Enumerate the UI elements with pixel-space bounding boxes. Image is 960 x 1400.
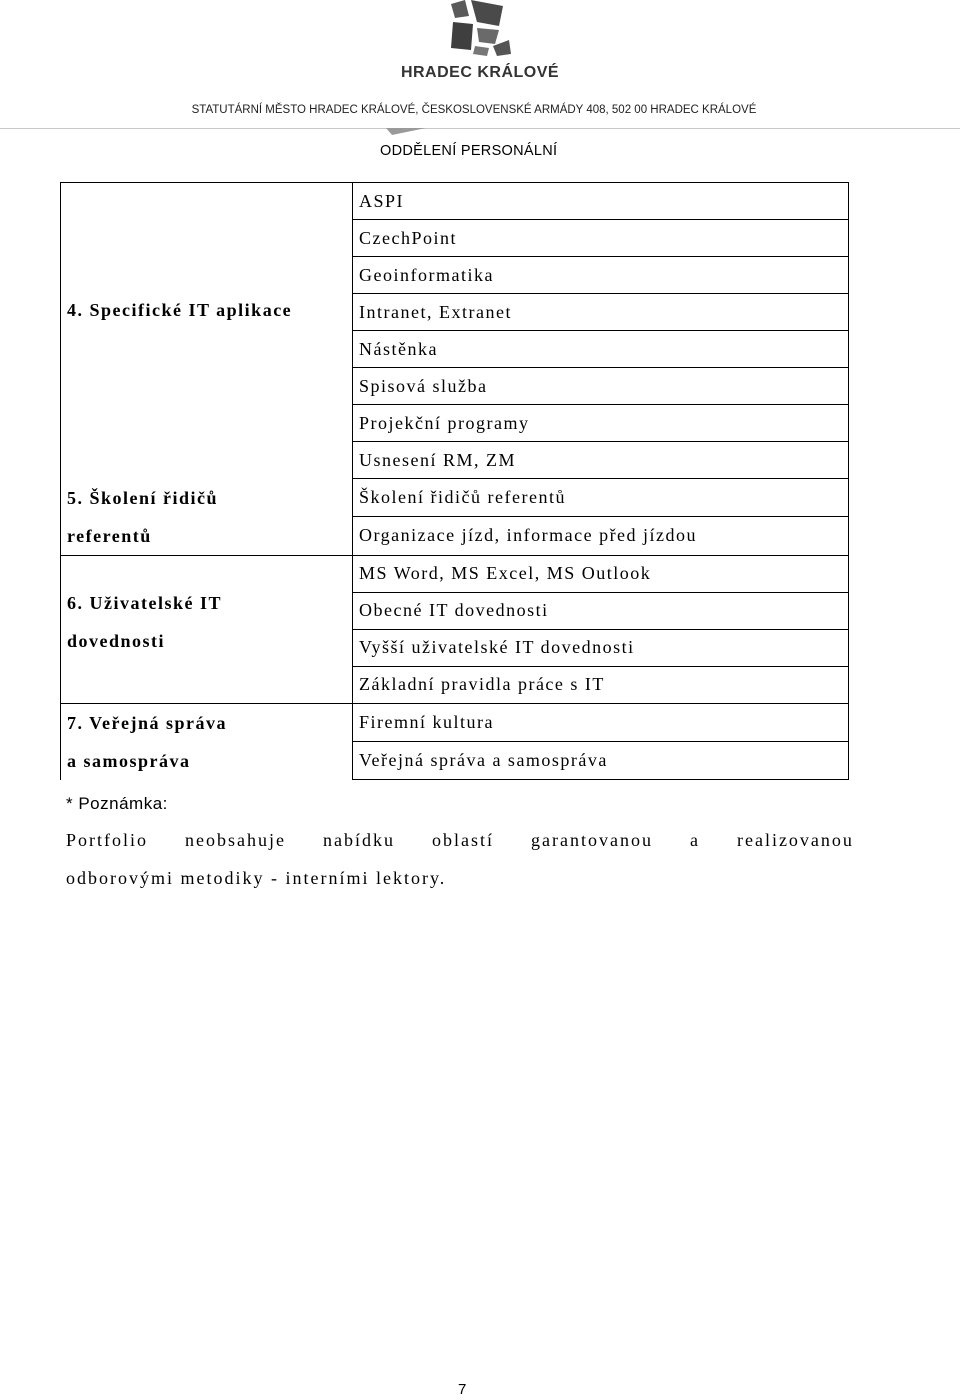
category-driver-training-line2: referentů — [67, 525, 152, 546]
category-cell-specific-it — [61, 183, 353, 479]
category-cell-public-administration — [61, 703, 353, 780]
table-row-item: Vyšší uživatelské IT dovednosti — [353, 629, 849, 666]
note-word: Portfolio — [66, 830, 149, 850]
table-row-item: Usnesení RM, ZM — [353, 442, 849, 479]
page-number: 7 — [458, 1381, 467, 1398]
department-name: ODDĚLENÍ PERSONÁLNÍ — [380, 143, 558, 159]
table-row-item: Firemní kultura — [353, 703, 849, 741]
table-row-item: Veřejná správa a samospráva — [353, 741, 849, 779]
category-driver-training-line1: 5. Školení řidičů — [67, 487, 219, 508]
hradec-kralove-logo — [443, 0, 523, 60]
table-row-item: Základní pravidla práce s IT — [353, 666, 849, 703]
category-specific-it-label: 4. Specifické IT aplikace — [67, 300, 293, 320]
category-public-administration-line1: 7. Veřejná správa — [67, 712, 227, 733]
note-word: nabídku — [323, 830, 395, 850]
it-portfolio-table — [60, 182, 849, 780]
table-row-item: Geoinformatika — [353, 257, 849, 294]
table-row-item: MS Word, MS Excel, MS Outlook — [353, 555, 849, 592]
table-row-item: Projekční programy — [353, 405, 849, 442]
category-public-administration-line2: a samospráva — [67, 750, 191, 771]
category-cell-driver-training — [61, 479, 353, 556]
note-text-line2: odborovými metodiky - interními lektory. — [66, 868, 447, 888]
note-word: garantovanou — [531, 830, 653, 850]
category-user-it-skills-line2: dovednosti — [67, 630, 166, 651]
note-label: * Poznámka: — [66, 794, 168, 813]
category-user-it-skills-line1: 6. Uživatelské IT — [67, 592, 222, 613]
table-row-item: Nástěnka — [353, 331, 849, 368]
note-text-line1 — [66, 830, 854, 851]
table-row-item: CzechPoint — [353, 220, 849, 257]
table-row-item: Školení řidičů referentů — [353, 479, 849, 517]
category-cell-user-it-skills — [61, 555, 353, 703]
note-word: realizovanou — [736, 830, 854, 850]
table-row-item: Obecné IT dovednosti — [353, 592, 849, 629]
note-word: oblastí — [432, 830, 494, 850]
city-name: HRADEC KRÁLOVÉ — [400, 64, 560, 81]
table-row-item: Intranet, Extranet — [353, 294, 849, 331]
table-row-item: ASPI — [353, 183, 849, 220]
note-word: neobsahuje — [185, 830, 286, 850]
table-row-item: Organizace jízd, informace před jízdou — [353, 517, 849, 555]
header-divider — [0, 128, 960, 129]
header-divider-accent — [386, 127, 426, 135]
note-word: a — [689, 830, 700, 850]
city-address: STATUTÁRNÍ MĚSTO HRADEC KRÁLOVÉ, ČESKOSLOVENSKÉ ARMÁDY 408, 502 00 HRADEC KRÁLOVÉ — [191, 104, 757, 116]
table-row-item: Spisová služba — [353, 368, 849, 405]
